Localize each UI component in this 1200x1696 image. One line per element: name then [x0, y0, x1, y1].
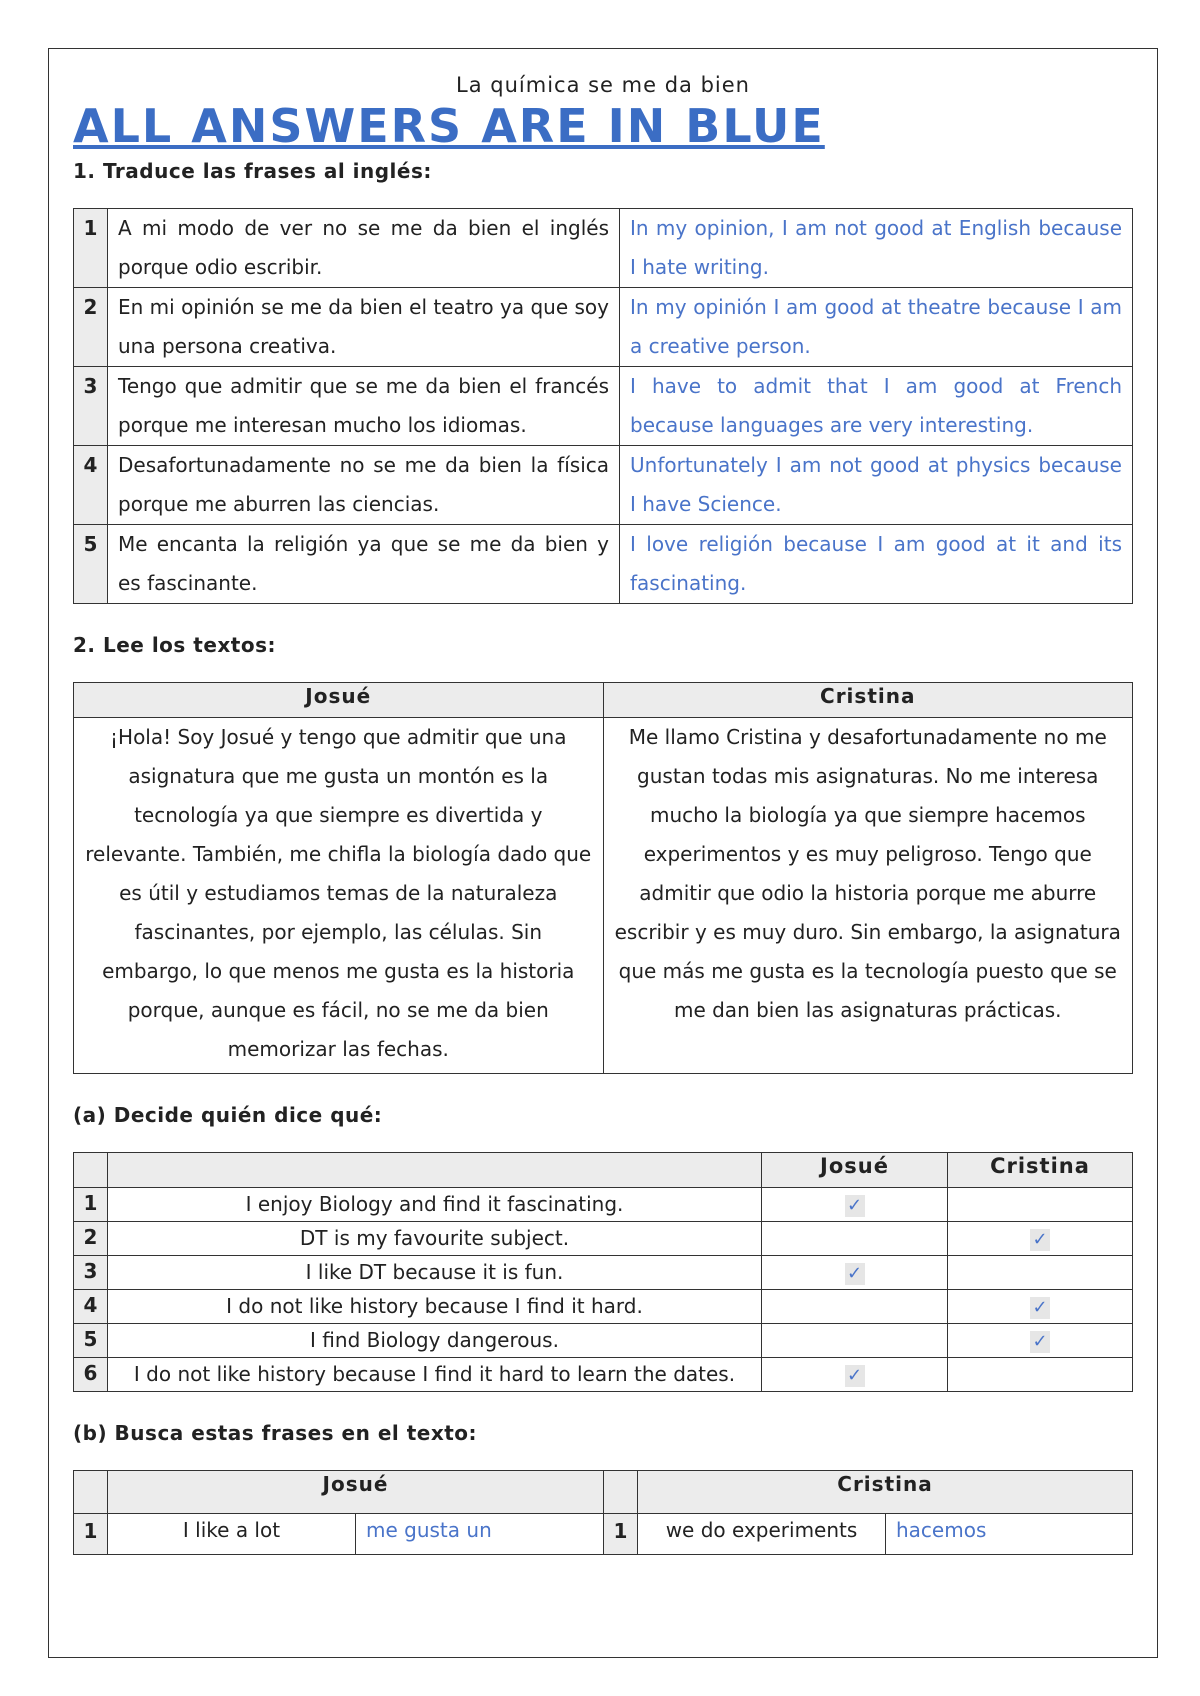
section1-title: 1. Traduce las frases al inglés: [73, 159, 432, 183]
josue-tick-cell [762, 1256, 948, 1290]
translation-table [73, 208, 1133, 604]
reading-texts-table [73, 682, 1133, 1074]
statement-text: I enjoy Biology and find it fascinating. [108, 1188, 762, 1222]
josue-tick-cell [762, 1324, 948, 1358]
check-icon: ✓ [1030, 1297, 1050, 1319]
josue-tick-cell [762, 1188, 948, 1222]
english-answer: Unfortunately I am not good at physics because I have Science. [620, 446, 1133, 525]
row-number: 1 [74, 1188, 108, 1222]
who-says-what-table [73, 1152, 1133, 1392]
left-num-header [74, 1471, 108, 1514]
check-icon: ✓ [1030, 1229, 1050, 1251]
spanish-sentence: A mi modo de ver no se me da bien el inglés porque odio escribir. [108, 209, 620, 288]
section-a-title: (a) Decide quién dice qué: [73, 1103, 383, 1127]
cristina-tick-cell [948, 1256, 1133, 1290]
statement-row [74, 1256, 1133, 1290]
section-b-title: (b) Busca estas frases en el texto: [73, 1421, 478, 1445]
translation-row [74, 288, 1133, 367]
statement-row [74, 1290, 1133, 1324]
row-number: 6 [74, 1358, 108, 1392]
josue-header: Josué [74, 683, 604, 718]
check-icon: ✓ [1030, 1331, 1050, 1353]
cristina-tick-cell [948, 1188, 1133, 1222]
worksheet-subtitle: La química se me da bien [456, 73, 750, 97]
check-icon: ✓ [845, 1195, 865, 1217]
statement-row [74, 1222, 1133, 1256]
row-number: 5 [74, 525, 108, 604]
row-number: 4 [74, 1290, 108, 1324]
spanish-sentence: En mi opinión se me da bien el teatro ya que soy una persona creativa. [108, 288, 620, 367]
row-number: 1 [74, 1514, 108, 1555]
row-number: 1 [604, 1514, 638, 1555]
translation-row [74, 446, 1133, 525]
statement-text: I do not like history because I find it hard to learn the dates. [108, 1358, 762, 1392]
statement-text: I find Biology dangerous. [108, 1324, 762, 1358]
english-answer: I love religión because I am good at it and its fascinating. [620, 525, 1133, 604]
cristina-tick-cell [948, 1290, 1133, 1324]
blank-num-header [74, 1153, 108, 1188]
row-number: 1 [74, 209, 108, 288]
check-icon: ✓ [845, 1365, 865, 1387]
spanish-sentence: Me encanta la religión ya que se me da bien y es fascinante. [108, 525, 620, 604]
cristina-text: Me llamo Cristina y desafortunadamente no me gustan todas mis asignaturas. No me interesa mucho la biología ya que siempre hacemos experimentos y es muy peligroso. Tengo que admitir que odio la historia porque me aburre escribir y es muy duro. Sin embargo, la asignatura que más me gusta es la tecnología puesto que se me dan bien las asignaturas prácticas. [603, 718, 1133, 1074]
english-answer: In my opinión I am good at theatre because I am a creative person. [620, 288, 1133, 367]
right-num-header [604, 1471, 638, 1514]
statement-row [74, 1324, 1133, 1358]
josue-spanish-answer: me gusta un [356, 1514, 604, 1555]
translation-row [74, 367, 1133, 446]
translation-row [74, 525, 1133, 604]
english-answer: I have to admit that I am good at French because languages are very interesting. [620, 367, 1133, 446]
cristina-tick-cell [948, 1222, 1133, 1256]
row-number: 3 [74, 367, 108, 446]
blank-statement-header [108, 1153, 762, 1188]
cristina-spanish-answer: hacemos [886, 1514, 1133, 1555]
section2-title: 2. Lee los textos: [73, 633, 277, 657]
josue-english-phrase: I like a lot [108, 1514, 356, 1555]
row-number: 2 [74, 1222, 108, 1256]
phrase-row [74, 1514, 1133, 1555]
josue-tick-cell [762, 1358, 948, 1392]
cristina-column-header: Cristina [948, 1153, 1133, 1188]
statement-text: I like DT because it is fun. [108, 1256, 762, 1290]
spanish-sentence: Desafortunadamente no se me da bien la física porque me aburren las ciencias. [108, 446, 620, 525]
english-answer: In my opinion, I am not good at English because I hate writing. [620, 209, 1133, 288]
spanish-sentence: Tengo que admitir que se me da bien el francés porque me interesan mucho los idiomas. [108, 367, 620, 446]
find-phrases-table [73, 1470, 1133, 1555]
cristina-tick-cell [948, 1324, 1133, 1358]
cristina-header: Cristina [603, 683, 1133, 718]
josue-phrases-header: Josué [108, 1471, 604, 1514]
josue-text: ¡Hola! Soy Josué y tengo que admitir que una asignatura que me gusta un montón es la tecnología ya que siempre es divertida y relevante. También, me chifla la biología dado que es útil y estudiamos temas de la naturaleza fascinantes, por ejemplo, las células. Sin embargo, lo que menos me gusta es la historia porque, aunque es fácil, no se me da bien memorizar las fechas. [74, 718, 604, 1074]
answers-headline: ALL ANSWERS ARE IN BLUE [73, 99, 825, 153]
statement-text: DT is my favourite subject. [108, 1222, 762, 1256]
statement-text: I do not like history because I find it hard. [108, 1290, 762, 1324]
translation-row [74, 209, 1133, 288]
cristina-english-phrase: we do experiments [638, 1514, 886, 1555]
row-number: 4 [74, 446, 108, 525]
check-icon: ✓ [845, 1263, 865, 1285]
row-number: 2 [74, 288, 108, 367]
row-number: 5 [74, 1324, 108, 1358]
josue-tick-cell [762, 1222, 948, 1256]
statement-row [74, 1358, 1133, 1392]
row-number: 3 [74, 1256, 108, 1290]
josue-column-header: Josué [762, 1153, 948, 1188]
cristina-phrases-header: Cristina [638, 1471, 1133, 1514]
cristina-tick-cell [948, 1358, 1133, 1392]
worksheet [73, 70, 1133, 1555]
josue-tick-cell [762, 1290, 948, 1324]
statement-row [74, 1188, 1133, 1222]
